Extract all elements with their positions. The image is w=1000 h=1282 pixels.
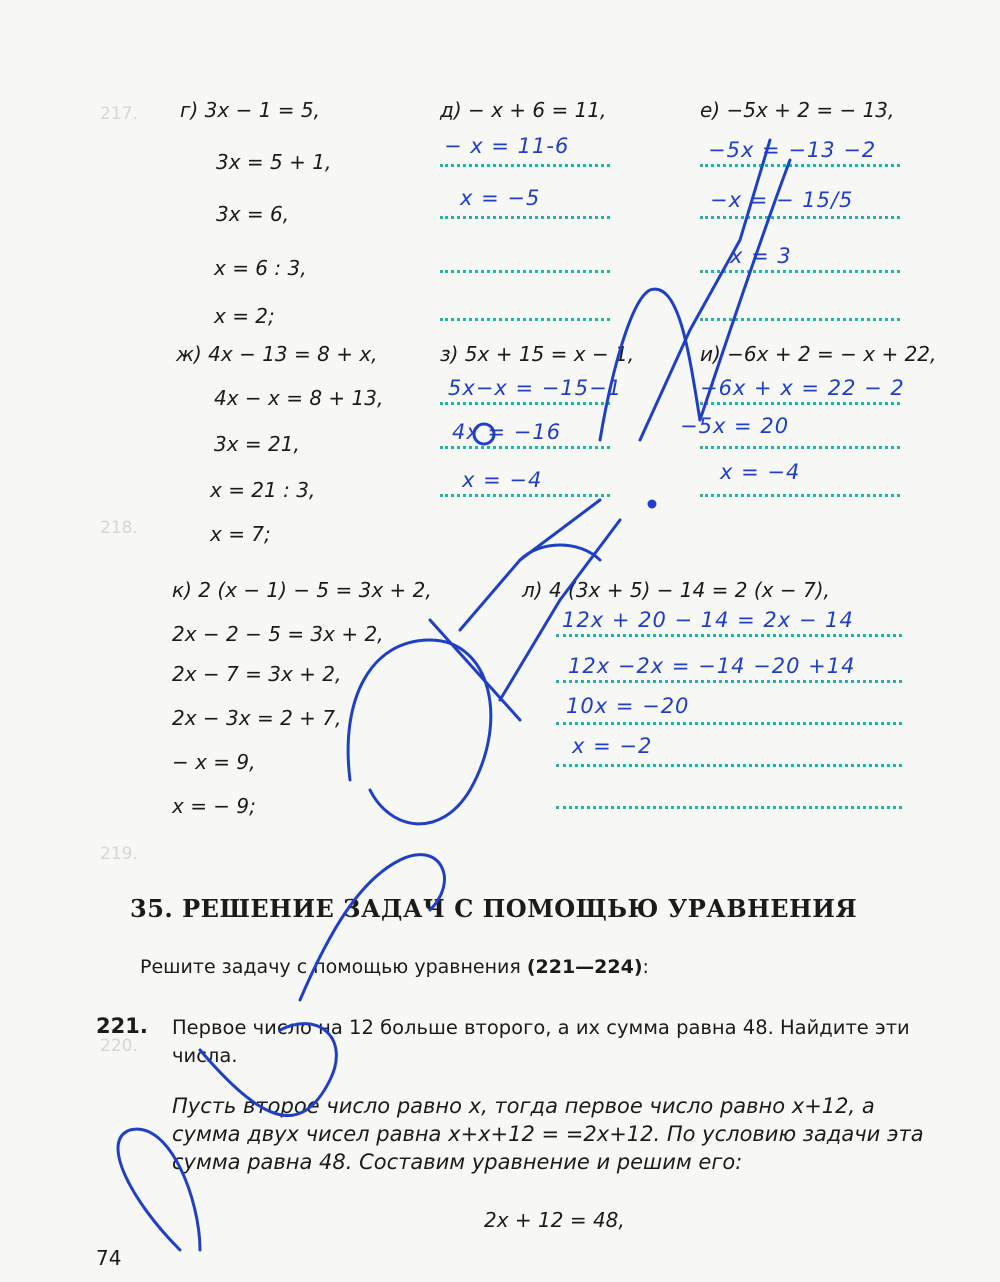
scribble-stroke [348,640,491,824]
bleed-through-text: 218. [100,518,138,538]
exercise-g-step: 3x = 6, [216,202,290,226]
handwritten-answer: 10x = −20 [566,694,690,718]
intro-end: : [642,956,649,978]
exercise-zh-task: ж) 4x − 13 = 8 + x, [176,342,378,366]
exercise-l-task: л) 4 (3x + 5) − 14 = 2 (x − 7), [522,578,830,602]
exercise-k-step: − x = 9, [172,750,256,774]
handwritten-answer: −5x = 20 [680,414,790,438]
handwritten-answer: − x = 11-6 [444,134,570,158]
scribble-dot [649,501,655,507]
solution-equation: 2x + 12 = 48, [484,1208,625,1232]
exercise-i-task: и) −6x + 2 = − x + 22, [700,342,937,366]
exercise-g-step: 3x = 5 + 1, [216,150,332,174]
exercise-k-step: 2x − 7 = 3x + 2, [172,662,342,686]
handwritten-answer: x = −2 [572,734,653,758]
scribble-stroke [300,855,444,1000]
handwritten-answer: 5x−x = −15−1 [448,376,623,400]
exercise-g-step: x = 6 : 3, [214,256,307,280]
handwritten-answer: 12x −2x = −14 −20 +14 [568,654,856,678]
exercise-z-task: з) 5x + 15 = x − 1, [440,342,635,366]
scribble-circle [474,424,494,444]
exercise-k-step: 2x − 3x = 2 + 7, [172,706,342,730]
exercise-zh-step: x = 21 : 3, [210,478,316,502]
handwritten-answer: −x = − 15/5 [710,188,854,212]
handwritten-answer: x = 3 [730,244,792,268]
exercise-k-step: x = − 9; [172,794,256,818]
handwritten-answer: 4x = −16 [452,420,562,444]
exercise-d-task: д) − x + 6 = 11, [440,98,607,122]
bleed-through-text: 217. [100,104,138,124]
exercise-k-step: 2x − 2 − 5 = 3x + 2, [172,622,384,646]
handwritten-answer: x = −5 [460,186,541,210]
scribble-stroke [500,520,620,700]
problem-number: 221. [96,1014,148,1038]
exercise-g-step: x = 2; [214,304,275,328]
exercise-g-task: г) 3x − 1 = 5, [180,98,320,122]
intro-text: Решите задачу с помощью уравнения [140,956,527,978]
handwritten-answer: x = −4 [462,468,543,492]
intro-range: (221—224) [526,956,643,978]
section-heading: 35. РЕШЕНИЕ ЗАДАЧ С ПОМОЩЬЮ УРАВНЕНИЯ [130,894,858,923]
scribble-stroke [118,1129,200,1250]
scribble-stroke [200,1024,336,1116]
exercise-k-task: к) 2 (x − 1) − 5 = 3x + 2, [172,578,432,602]
handwritten-answer: x = −4 [720,460,801,484]
handwritten-answer: −6x + x = 22 − 2 [700,376,905,400]
handwritten-answer: −5x = −13 −2 [708,138,877,162]
scribble-stroke [460,500,600,630]
problem-text: Первое число на 12 больше второго, а их сумма равна 48. Найдите эти числа. [172,1016,910,1067]
bleed-through-text: 220. [100,1036,138,1056]
scribble-stroke [430,620,520,720]
exercise-zh-step: x = 7; [210,522,271,546]
exercise-zh-step: 4x − x = 8 + 13, [214,386,384,410]
exercise-e-task: е) −5x + 2 = − 13, [700,98,895,122]
page-number: 74 [96,1246,122,1270]
bleed-through-text: 219. [100,844,138,864]
scribble-stroke [520,545,600,560]
problem-solution: Пусть второе число равно x, тогда первое число равно x+12, а сумма двух чисел равна x+x+12 = =2x+12. По условию задачи эта сумма равна 48. Составим уравнение и решим его: [172,1094,924,1174]
handwritten-answer: 12x + 20 − 14 = 2x − 14 [562,608,854,632]
exercise-zh-step: 3x = 21, [214,432,300,456]
